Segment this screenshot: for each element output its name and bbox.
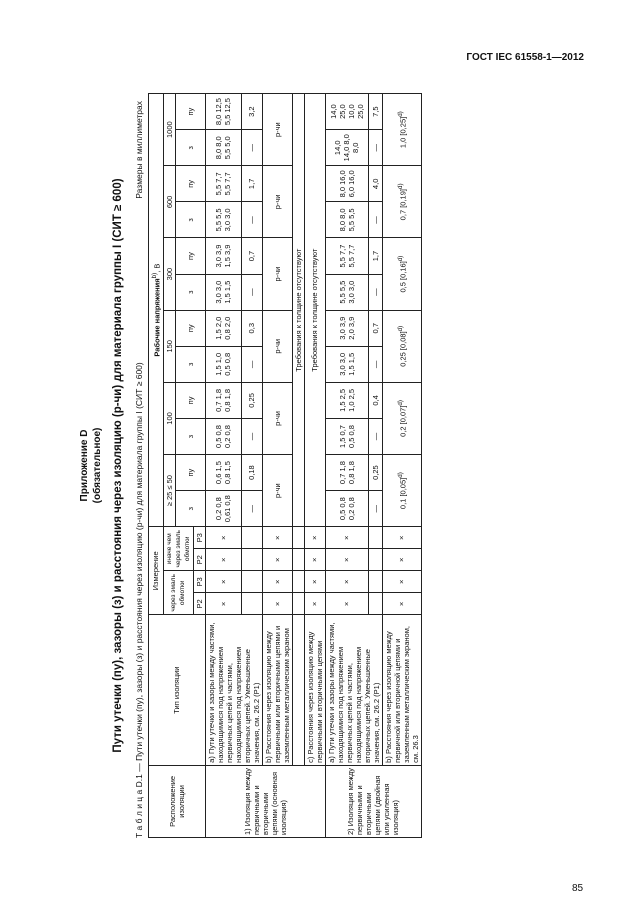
cell: — <box>241 130 262 166</box>
cell: 0,7 1,8 0,8 1,8 <box>205 382 241 418</box>
cell: 3,0 3,0 1,5 1,5 <box>325 346 369 382</box>
cell: 3,0 3,9 1,5 3,9 <box>205 238 241 274</box>
sub-p2: P2 <box>193 593 205 615</box>
row1b-label: р-чи <box>262 310 292 382</box>
cell: 3,2 <box>241 94 262 130</box>
mark: × <box>205 593 241 615</box>
mark: × <box>304 527 325 549</box>
cell: 8,0 12,5 5,5 12,5 <box>205 94 241 130</box>
row1b-text: b) Расстояния через изоляцию между первичными или вторичными цепями и заземленным металлическим экраном <box>262 615 292 765</box>
mark: × <box>205 527 241 549</box>
cell: — <box>369 202 382 238</box>
clearance-table <box>148 93 422 838</box>
cell: — <box>369 491 382 527</box>
standard-number: ГОСТ IEC 61558-1—2012 <box>466 52 584 63</box>
annex-title: Приложение D <box>79 429 90 502</box>
cell: 0,3 <box>241 310 262 346</box>
cell: — <box>369 346 382 382</box>
row2a-text: a) Пути утечки и зазоры между частями, находящимися под напряжением первичных цепей и частями, находящимися под напряжением вторичных цепей. Уменьшенные значения, см. 26.2 (P1) <box>325 615 382 765</box>
cell: 5,5 7,7 5,5 7,7 <box>325 238 369 274</box>
cell: 3,0 3,0 1,5 1,5 <box>205 274 241 310</box>
cell: 0,18 <box>241 455 262 491</box>
row2b-val: 0,7 $[0,19]^{d)}$ <box>382 166 421 238</box>
sub-z: з <box>175 491 205 527</box>
cell: 0,7 1,8 0,8 1,8 <box>325 455 369 491</box>
voltage-150: 150 <box>163 310 175 382</box>
mark: × <box>325 527 369 549</box>
row1b-label: р-чи <box>262 382 292 454</box>
sub-z: з <box>175 130 205 166</box>
row2-location: 2) Изоляция между первичными и вторичными цепями (двойная или усиленная изоляция) <box>325 765 421 837</box>
col-enamel: через эмаль обмотки <box>163 571 193 615</box>
mark: × <box>382 527 421 549</box>
row2b-val: 0,1 $[0,05]^{d)}$ <box>382 455 421 527</box>
mark: × <box>304 549 325 571</box>
cell: 1,5 2,0 0,8 2,0 <box>205 310 241 346</box>
sub-p3: P3 <box>193 527 205 549</box>
sub-z: з <box>175 202 205 238</box>
dimensions-note: Размеры в миллиметрах <box>134 101 144 199</box>
mark: × <box>325 549 369 571</box>
cell: — <box>369 274 382 310</box>
row1b-label: р-чи <box>262 455 292 527</box>
mark: × <box>304 593 325 615</box>
row1b-label: р-чи <box>262 166 292 238</box>
row1c-note: Требования к толщине отсутствуют <box>304 94 325 527</box>
cell: 4,0 <box>369 166 382 202</box>
col-location-header: Расположение изоляции <box>149 765 206 837</box>
cell: 1,5 1,0 0,5 0,8 <box>205 346 241 382</box>
sub-p3: P3 <box>193 571 205 593</box>
page-title: Пути утечки (пу), зазоры (з) и расстояния через изоляцию (р-чи) для материала группы I (СИТ ≥ 600) <box>112 178 124 753</box>
cell: 0,4 <box>369 382 382 418</box>
cell: — <box>241 418 262 454</box>
cell: 0,2 0,8 0,61 0,8 <box>205 491 241 527</box>
mark: × <box>262 527 292 549</box>
voltage-600: 600 <box>163 166 175 238</box>
voltage-25-50: ≥ 25 ≤ 50 <box>163 455 175 527</box>
mark: × <box>262 571 292 593</box>
cell: 7,5 <box>369 94 382 130</box>
cell: 0,7 <box>369 310 382 346</box>
row1b-note: Требования к толщине отсутствуют <box>292 94 304 527</box>
col-measure-header: Измерение <box>149 527 164 615</box>
row1b-label: р-чи <box>262 94 292 166</box>
cell: 1,5 0,7 0,5 0,8 <box>325 418 369 454</box>
cell: 0,5 0,8 0,2 0,8 <box>205 418 241 454</box>
cell: 1,7 <box>369 238 382 274</box>
cell: 14,0 25,0 10,0 25,0 <box>325 94 369 130</box>
cell: 8,0 16,0 6,0 16,0 <box>325 166 369 202</box>
page-number: 85 <box>572 883 584 894</box>
voltage-300: 300 <box>163 238 175 310</box>
mark: × <box>205 549 241 571</box>
voltage-header: Рабочие напряжения$^{b)}$, В <box>149 94 164 527</box>
cell: 8,0 8,0 5,5 5,5 <box>325 202 369 238</box>
cell: — <box>241 202 262 238</box>
row1a-text: a) Пути утечки и зазоры между частями, находящимися под напряжением первичных цепей и частями, находящимися под напряжением вторичных цепей. Уменьшенные значения, см. 26.2 (P1) <box>205 615 262 765</box>
cell: 5,5 5,5 3,0 3,0 <box>325 274 369 310</box>
mark: × <box>205 571 241 593</box>
sub-pu: пу <box>175 310 205 346</box>
cell: 0,5 0,8 0,2 0,8 <box>325 491 369 527</box>
cell: 5,5 7,7 5,5 7,7 <box>205 166 241 202</box>
cell: 8,0 8,0 5,5 5,0 <box>205 130 241 166</box>
row2b-val: 0,5 $[0,16]^{d)}$ <box>382 238 421 310</box>
mark: × <box>304 571 325 593</box>
cell: 0,7 <box>241 238 262 274</box>
sub-pu: пу <box>175 455 205 491</box>
cell: — <box>241 491 262 527</box>
cell: — <box>241 346 262 382</box>
col-type-header: Тип изоляции <box>149 615 206 765</box>
mark: × <box>325 571 369 593</box>
annex-status: (обязательное) <box>92 427 103 504</box>
sub-pu: пу <box>175 166 205 202</box>
mark: × <box>262 549 292 571</box>
row1c-text: c) Расстояния через изоляцию между первичными и вторичными цепями <box>304 615 325 765</box>
voltage-100: 100 <box>163 382 175 454</box>
row1-location: 1) Изоляция между первичными и вторичными цепями (основная изоляция) <box>205 765 325 837</box>
cell: 14,0 14,0 8,0 8,0 <box>325 130 369 166</box>
row2b-val: 1,0 $[0,25]^{d)}$ <box>382 94 421 166</box>
sub-p2: P2 <box>193 549 205 571</box>
cell: 1,5 2,5 1,0 2,5 <box>325 382 369 418</box>
mark: × <box>382 593 421 615</box>
sub-z: з <box>175 346 205 382</box>
sub-z: з <box>175 418 205 454</box>
mark: × <box>262 593 292 615</box>
cell: — <box>241 274 262 310</box>
cell: 3,0 3,9 2,0 3,9 <box>325 310 369 346</box>
cell: 0,25 <box>241 382 262 418</box>
row2b-val: 0,2 $[0,07]^{d)}$ <box>382 382 421 454</box>
voltage-1000: 1000 <box>163 94 175 166</box>
mark: × <box>382 549 421 571</box>
table-caption: Т а б л и ц а D.1 — Пути утечки (пу), зазоры (з) и расстояния через изоляцию (р-чи) для материала группы I (СИТ ≥ 600) <box>134 362 144 838</box>
row1b-label: р-чи <box>262 238 292 310</box>
rotated-page <box>78 93 558 838</box>
cell: 0,6 1,5 0,8 1,5 <box>205 455 241 491</box>
sub-pu: пу <box>175 382 205 418</box>
cell: 1,7 <box>241 166 262 202</box>
sub-pu: пу <box>175 238 205 274</box>
mark: × <box>325 593 369 615</box>
mark: × <box>382 571 421 593</box>
row2b-val: 0,25 $[0,08]^{d)}$ <box>382 310 421 382</box>
cell: 0,25 <box>369 455 382 491</box>
row1b-absent <box>292 615 304 765</box>
col-other: иначе чем через эмаль обмотки <box>163 527 193 571</box>
cell: 5,5 5,5 3,0 3,0 <box>205 202 241 238</box>
sub-pu: пу <box>175 94 205 130</box>
row2b-text: b) Расстояния через изоляцию между первичной или вторичной цепями и заземленным металлическим экраном, см. 26.3 <box>382 615 421 765</box>
cell: — <box>369 130 382 166</box>
sub-z: з <box>175 274 205 310</box>
cell: — <box>369 418 382 454</box>
